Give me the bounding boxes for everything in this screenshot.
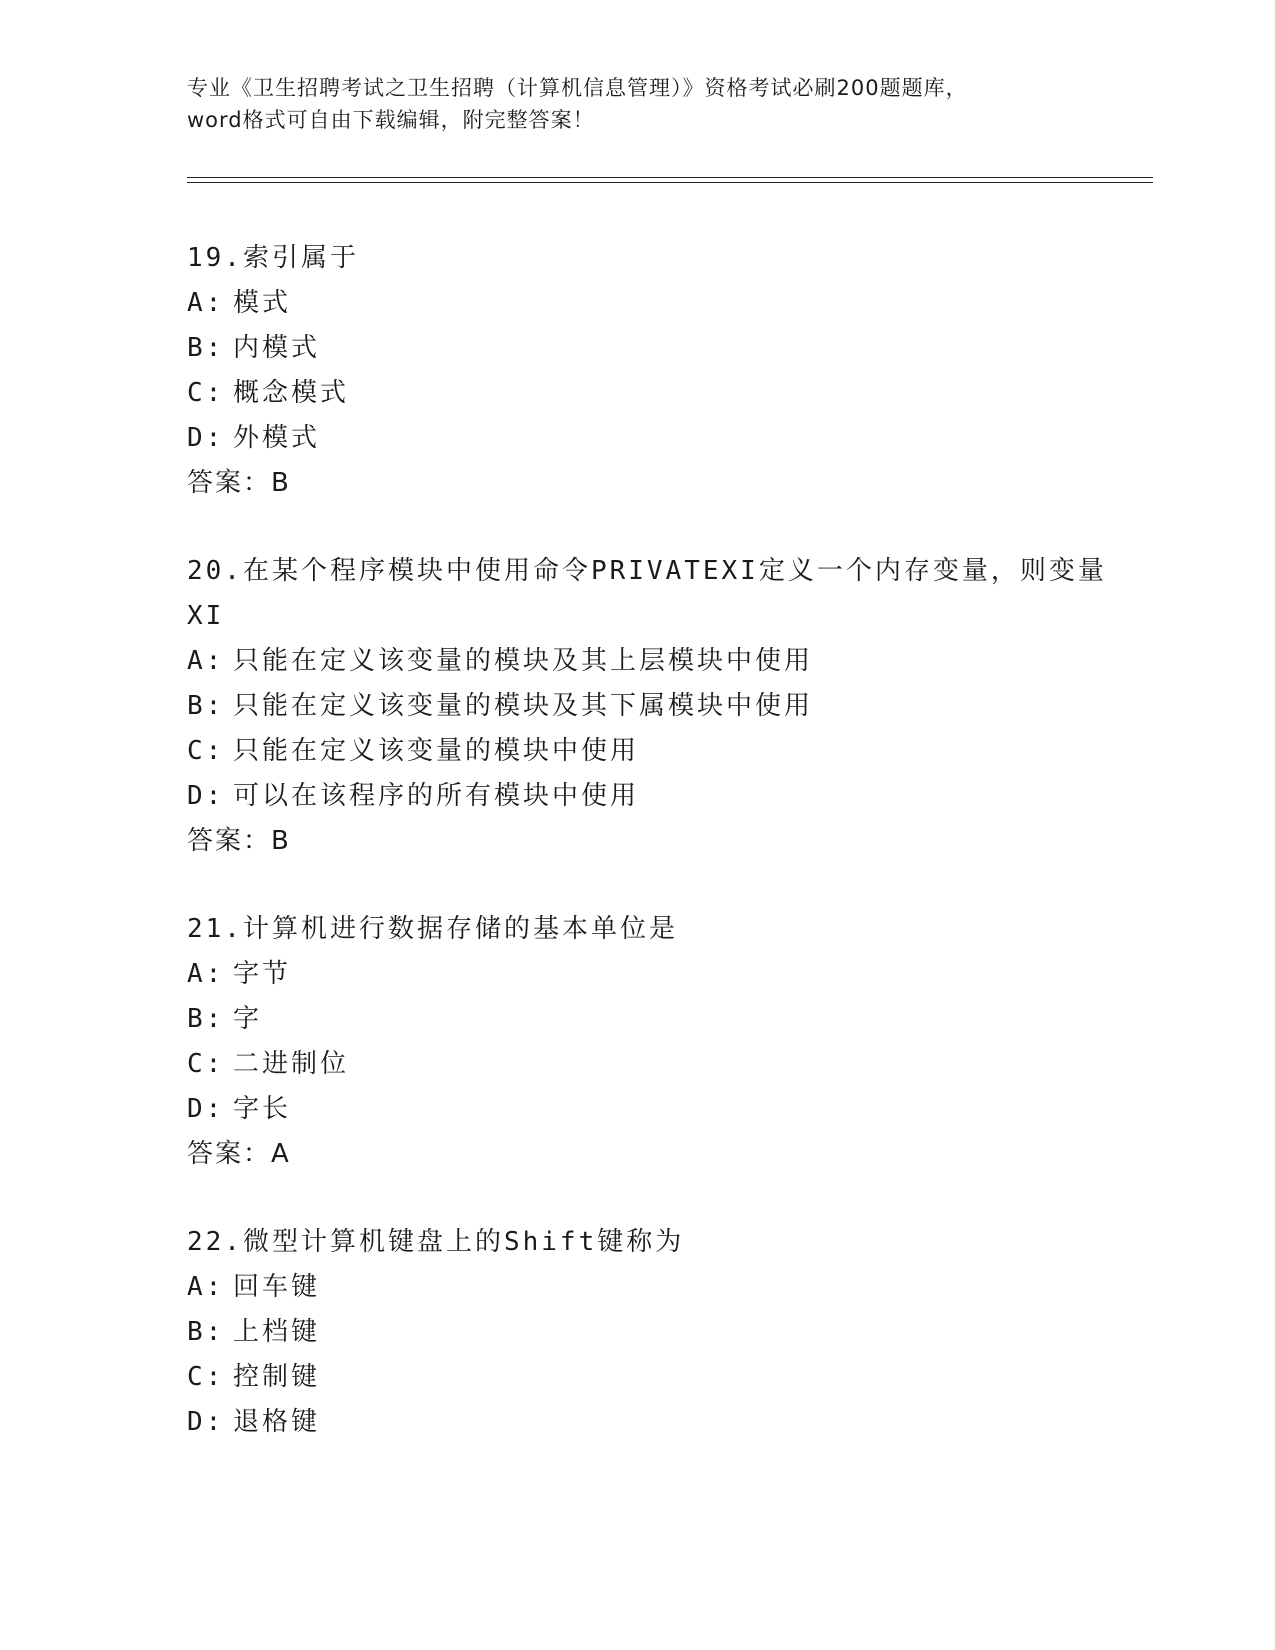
- option-text: 模式: [233, 288, 292, 318]
- option-a: [187, 639, 1087, 684]
- option-d: [187, 774, 1087, 819]
- header-line-1: 专业《卫生招聘考试之卫生招聘（计算机信息管理）》资格考试必刷200题题库，: [187, 76, 968, 100]
- question-22: [187, 1220, 1087, 1445]
- header-divider-top: [187, 177, 1153, 178]
- option-text: 字: [233, 1004, 263, 1034]
- option-text: 只能在定义该变量的模块中使用: [233, 736, 640, 766]
- option-letter: C:: [187, 1362, 225, 1392]
- question-21: [187, 907, 1087, 1176]
- option-c: [187, 1355, 1087, 1400]
- option-b: [187, 997, 1087, 1042]
- question-stem: 20.在某个程序模块中使用命令PRIVATEXI定义一个内存变量，则变量: [187, 556, 1107, 586]
- option-letter: B:: [187, 1004, 225, 1034]
- option-b: [187, 326, 1087, 371]
- header-divider-bottom: [187, 182, 1153, 183]
- document-header: [187, 72, 1087, 136]
- option-text: 概念模式: [233, 378, 350, 408]
- option-letter: B:: [187, 691, 225, 721]
- option-text: 内模式: [233, 333, 321, 363]
- question-stem: 22.微型计算机键盘上的Shift键称为: [187, 1227, 685, 1257]
- question-20: [187, 549, 1107, 863]
- question-list: [187, 236, 1107, 1489]
- question-stem-continued: XI: [187, 601, 225, 631]
- option-c: [187, 729, 1087, 774]
- option-letter: D:: [187, 1407, 225, 1437]
- header-line-2: word格式可自由下载编辑，附完整答案！: [187, 108, 595, 132]
- option-letter: B:: [187, 333, 225, 363]
- option-letter: C:: [187, 736, 225, 766]
- option-c: [187, 1042, 1087, 1087]
- option-text: 上档键: [233, 1317, 321, 1347]
- option-letter: C:: [187, 378, 225, 408]
- option-text: 字节: [233, 959, 292, 989]
- option-letter: D:: [187, 781, 225, 811]
- option-text: 只能在定义该变量的模块及其上层模块中使用: [233, 646, 814, 676]
- option-d: [187, 1087, 1087, 1132]
- option-a: [187, 281, 1087, 326]
- option-text: 外模式: [233, 423, 321, 453]
- option-text: 可以在该程序的所有模块中使用: [233, 781, 640, 811]
- option-d: [187, 416, 1087, 461]
- option-d: [187, 1400, 1087, 1445]
- option-text: 退格键: [233, 1407, 321, 1437]
- option-text: 二进制位: [233, 1049, 350, 1079]
- option-a: [187, 952, 1087, 997]
- option-letter: B:: [187, 1317, 225, 1347]
- option-letter: A:: [187, 1272, 225, 1302]
- question-stem: 21.计算机进行数据存储的基本单位是: [187, 914, 678, 944]
- option-text: 回车键: [233, 1272, 321, 1302]
- option-a: [187, 1265, 1087, 1310]
- question-stem: 19.索引属于: [187, 243, 359, 273]
- option-text: 只能在定义该变量的模块及其下属模块中使用: [233, 691, 814, 721]
- option-c: [187, 371, 1087, 416]
- option-letter: D:: [187, 423, 225, 453]
- option-letter: A:: [187, 646, 225, 676]
- answer-label: 答案：A: [187, 1139, 291, 1169]
- option-letter: C:: [187, 1049, 225, 1079]
- option-b: [187, 684, 1087, 729]
- answer-label: 答案：B: [187, 826, 291, 856]
- question-19: [187, 236, 1087, 505]
- option-letter: A:: [187, 288, 225, 318]
- option-letter: D:: [187, 1094, 225, 1124]
- answer-label: 答案：B: [187, 468, 291, 498]
- option-text: 字长: [233, 1094, 292, 1124]
- option-text: 控制键: [233, 1362, 321, 1392]
- option-b: [187, 1310, 1087, 1355]
- option-letter: A:: [187, 959, 225, 989]
